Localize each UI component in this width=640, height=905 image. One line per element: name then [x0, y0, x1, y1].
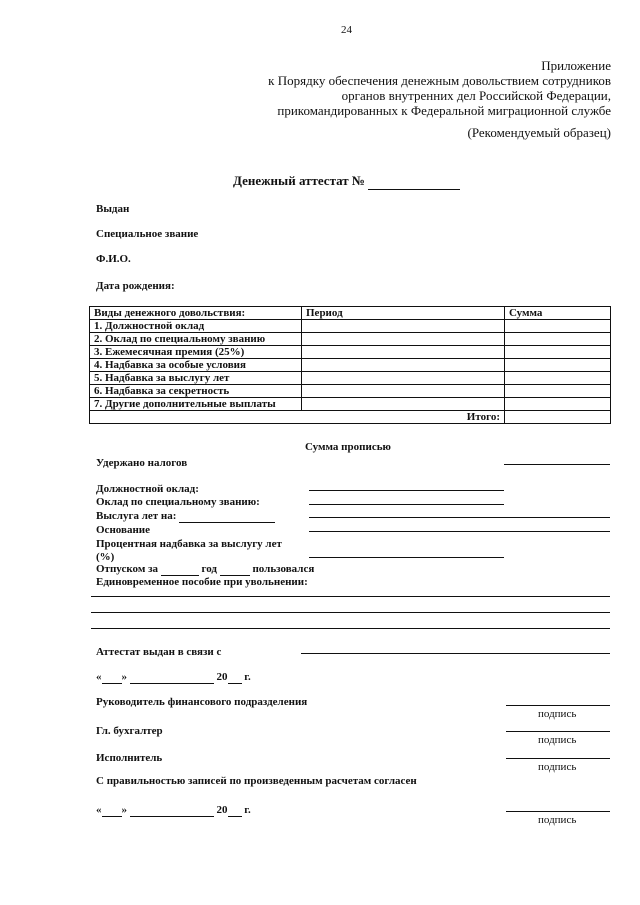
date-year-suffix: г.: [244, 671, 251, 683]
service-years-date-line[interactable]: [179, 510, 275, 523]
vacation-text-c: пользовался: [252, 563, 315, 575]
row-label: 3. Ежемесячная премия (25%): [90, 346, 302, 359]
sample-note: (Рекомендуемый образец): [467, 125, 611, 140]
row-label: 7. Другие дополнительные выплаты: [90, 398, 302, 411]
issued-label: Выдан: [96, 203, 130, 215]
vacation-year-line[interactable]: [161, 563, 199, 576]
sum-cell[interactable]: [505, 320, 611, 333]
date-quote-open: «: [96, 671, 102, 683]
birth-date-label: Дата рождения:: [96, 280, 175, 292]
date-year-prefix: 20: [216, 671, 228, 683]
row-label: 2. Оклад по специальному званию: [90, 333, 302, 346]
period-cell[interactable]: [302, 320, 505, 333]
sum-cell[interactable]: [505, 346, 611, 359]
table-total-row: [90, 411, 611, 424]
period-cell[interactable]: [302, 359, 505, 372]
date-year-suffix: г.: [244, 804, 251, 816]
period-cell[interactable]: [302, 333, 505, 346]
payment-table: [89, 306, 611, 424]
table-row: [90, 372, 611, 385]
agreement-date: [96, 804, 251, 817]
chief-accountant-signature-line[interactable]: [506, 731, 610, 732]
appendix-header: [268, 58, 611, 118]
header-sum: Сумма: [505, 307, 611, 320]
service-years-line[interactable]: [309, 517, 610, 518]
table-row: [90, 398, 611, 411]
appendix-line-4: прикомандированных к Федеральной миграционной службе: [277, 103, 611, 118]
issued-reason-label: Аттестат выдан в связи с: [96, 646, 222, 658]
row-label: 4. Надбавка за особые условия: [90, 359, 302, 372]
sum-cell[interactable]: [505, 333, 611, 346]
agreement-signature-caption: подпись: [538, 814, 577, 826]
vacation-text-a: Отпуском за: [96, 563, 158, 575]
page-number: 24: [341, 24, 352, 36]
date-quote-close: »: [121, 671, 127, 683]
issued-reason-line[interactable]: [301, 653, 610, 654]
severance-line-1[interactable]: [91, 596, 610, 597]
percent-bonus-label-2: (%): [96, 551, 115, 563]
severance-line-2[interactable]: [91, 612, 610, 613]
fio-label: Ф.И.О.: [96, 253, 131, 265]
basis-line[interactable]: [309, 531, 610, 532]
date-year-prefix: 20: [216, 804, 228, 816]
table-row: [90, 359, 611, 372]
chief-accountant-label: Гл. бухгалтер: [96, 725, 163, 737]
sum-in-words-label: Сумма прописью: [305, 441, 391, 453]
table-row: [90, 385, 611, 398]
rank-label: Специальное звание: [96, 228, 199, 240]
row-label: 5. Надбавка за выслугу лет: [90, 372, 302, 385]
row-label: 6. Надбавка за секретность: [90, 385, 302, 398]
certificate-number-line[interactable]: [368, 173, 460, 190]
appendix-line-3: органов внутренних дел Российской Федерации,: [341, 88, 611, 103]
severance-label: Единовременное пособие при увольнении:: [96, 576, 308, 588]
agreement-signature-line[interactable]: [506, 811, 610, 812]
period-cell[interactable]: [302, 372, 505, 385]
date-month-line[interactable]: [130, 671, 214, 684]
date-day-line[interactable]: [102, 804, 122, 817]
table-row: [90, 333, 611, 346]
header-period: Период: [302, 307, 505, 320]
basis-label: Основание: [96, 524, 151, 536]
total-sum-cell[interactable]: [505, 411, 611, 424]
table-row: [90, 320, 611, 333]
rank-salary-label: Оклад по специальному званию:: [96, 496, 260, 508]
table-header-row: [90, 307, 611, 320]
position-salary-line[interactable]: [309, 490, 504, 491]
percent-bonus-label-1: Процентная надбавка за выслугу лет: [96, 538, 282, 550]
period-cell[interactable]: [302, 385, 505, 398]
service-years-text: Выслуга лет на:: [96, 510, 177, 522]
sum-cell[interactable]: [505, 385, 611, 398]
table-row: [90, 346, 611, 359]
severance-line-3[interactable]: [91, 628, 610, 629]
sum-cell[interactable]: [505, 398, 611, 411]
period-cell[interactable]: [302, 346, 505, 359]
executor-signature-caption: подпись: [538, 761, 577, 773]
date-day-line[interactable]: [102, 671, 122, 684]
vacation-label: [96, 563, 314, 576]
appendix-line-1: Приложение: [541, 58, 611, 73]
issue-date: [96, 671, 251, 684]
vacation-days-line[interactable]: [220, 563, 250, 576]
vacation-text-b: год: [201, 563, 217, 575]
date-quote-close: »: [121, 804, 127, 816]
executor-label: Исполнитель: [96, 752, 163, 764]
document-title: [233, 173, 460, 190]
service-years-label: [96, 510, 275, 523]
finance-head-signature-caption: подпись: [538, 708, 577, 720]
agreement-label: С правильностью записей по произведенным расчетам согласен: [96, 775, 417, 787]
rank-salary-line[interactable]: [309, 504, 504, 505]
header-pay-types: Виды денежного довольствия:: [90, 307, 302, 320]
date-quote-open: «: [96, 804, 102, 816]
appendix-line-2: к Порядку обеспечения денежным довольствием сотрудников: [268, 73, 611, 88]
sum-cell[interactable]: [505, 372, 611, 385]
executor-signature-line[interactable]: [506, 758, 610, 759]
finance-head-signature-line[interactable]: [506, 705, 610, 706]
period-cell[interactable]: [302, 398, 505, 411]
row-label: 1. Должностной оклад: [90, 320, 302, 333]
position-salary-label: Должностной оклад:: [96, 483, 199, 495]
chief-accountant-signature-caption: подпись: [538, 734, 577, 746]
title-text: Денежный аттестат №: [233, 173, 365, 188]
percent-bonus-line[interactable]: [309, 557, 504, 558]
date-year-line[interactable]: [228, 671, 242, 684]
sum-cell[interactable]: [505, 359, 611, 372]
total-label: Итого:: [90, 411, 505, 424]
withheld-taxes-line[interactable]: [504, 464, 610, 465]
date-year-line[interactable]: [228, 804, 242, 817]
finance-head-label: Руководитель финансового подразделения: [96, 696, 308, 708]
withheld-taxes-label: Удержано налогов: [96, 457, 188, 469]
date-month-line[interactable]: [130, 804, 214, 817]
